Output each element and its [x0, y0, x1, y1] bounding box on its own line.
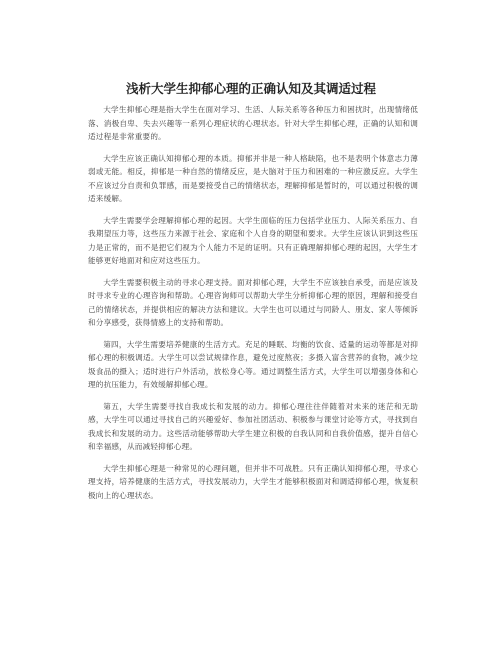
paragraph-7: 大学生抑郁心理是一种常见的心理问题，但并非不可战胜。只有正确认知抑郁心理，寻求心理支持，培养健康的生活方式，寻找发展动力，大学生才能够积极面对和调适抑郁心理，恢复积极向上的心理状态。 — [88, 463, 418, 500]
paragraph-4: 大学生需要积极主动的寻求心理支持。面对抑郁心理，大学生不应该独自承受，而是应该及时寻求专业的心理咨询和帮助。心理咨询师可以帮助大学生分析抑郁心理的原因，理解和接受自己的情绪状态，并提供相应的解决方法和建议。大学生也可以通过与同龄人、朋友、家人等倾诉和分享感受，获得情感上的支持和帮助。 — [88, 277, 418, 327]
paragraph-1: 大学生抑郁心理是指大学生在面对学习、生活、人际关系等各种压力和困扰时，出现情绪低落、消极自卑、失去兴趣等一系列心理症状的心理状态。针对大学生抑郁心理，正确的认知和调适过程是非常重要的。 — [88, 105, 418, 141]
paragraph-2: 大学生应该正确认知抑郁心理的本质。抑郁并非是一种人格缺陷，也不是表明个体意志力薄弱或无能。相反，抑郁是一种自然的情绪反应，是大脑对于压力和困难的一种应激反应。大学生不应该过分自责和负罪感，而是要接受自己的情绪状态，理解抑郁是暂时的，可以通过积极的调适来缓解。 — [88, 153, 418, 203]
document-title: 浅析大学生抑郁心理的正确认知及其调适过程 — [125, 81, 376, 96]
paragraph-3: 大学生需要学会理解抑郁心理的起因。大学生面临的压力包括学业压力、人际关系压力、自我期望压力等，这些压力来源于社会、家庭和个人自身的期望和要求。大学生应该认识到这些压力是正常的，而不是把它们视为个人能力不足的证明。只有正确理解抑郁心理的起因，大学生才能够更好地面对和应对这些压力。 — [88, 215, 418, 265]
paragraph-6: 第五，大学生需要寻找自我成长和发展的动力。抑郁心理往往伴随着对未来的迷茫和无助感，大学生可以通过寻找自己的兴趣爱好、参加社团活动、积极参与课堂讨论等方式，寻找到自我成长和发展的动力。这些活动能够帮助大学生建立积极的自我认同和自我价值感，提升自信心和幸福感，从而减轻抑郁心理。 — [88, 401, 418, 451]
paragraph-5: 第四，大学生需要培养健康的生活方式。充足的睡眠、均衡的饮食、适量的运动等都是对抑郁心理的积极调适。大学生可以尝试规律作息，避免过度熬夜；多摄入富含营养的食物，减少垃圾食品的摄入；适时进行户外活动，放松身心等。通过调整生活方式，大学生可以增强身体和心理的抗压能力，有效缓解抑郁心理。 — [88, 339, 418, 389]
document-body — [88, 103, 418, 510]
